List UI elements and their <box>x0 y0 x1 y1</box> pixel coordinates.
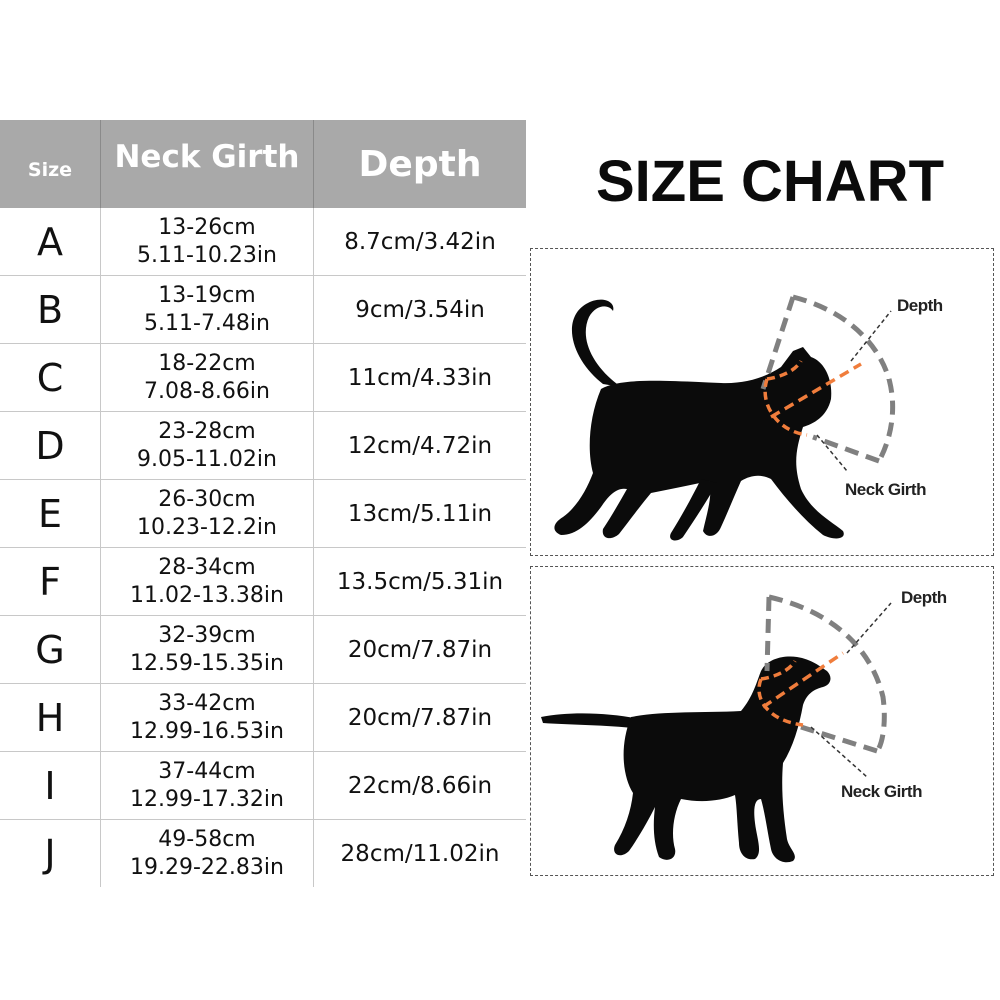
neck-cm: 33-42cm <box>158 690 256 716</box>
depth-cell: 8.7cm/3.42in <box>314 208 527 276</box>
depth-cell: 9cm/3.54in <box>314 276 527 344</box>
neck-girth-cell <box>101 548 314 616</box>
size-cell: J <box>0 820 101 888</box>
neck-in: 5.11-10.23in <box>137 242 277 268</box>
neck-in: 5.11-7.48in <box>144 310 270 336</box>
neck-girth-cell <box>101 752 314 820</box>
neck-cm: 13-19cm <box>158 282 256 308</box>
table-row <box>0 548 526 616</box>
dog-silhouette-icon <box>531 567 995 877</box>
depth-cell: 28cm/11.02in <box>340 840 500 867</box>
table-row <box>0 344 526 412</box>
size-cell: I <box>0 752 101 820</box>
neck-girth-cell <box>101 480 314 548</box>
cat-diagram-panel <box>530 248 994 556</box>
size-cell: H <box>0 684 101 752</box>
size-cell: B <box>0 276 101 344</box>
table-row <box>0 480 526 548</box>
neck-cm: 26-30cm <box>158 486 256 512</box>
neck-cm: 13-26cm <box>158 214 256 240</box>
size-cell: F <box>0 548 101 616</box>
table-row <box>0 820 526 888</box>
depth-cell: 13cm/5.11in <box>314 480 527 548</box>
size-cell: A <box>0 208 101 276</box>
neck-in: 7.08-8.66in <box>144 378 270 404</box>
table-row <box>0 752 526 820</box>
table-row <box>0 208 526 276</box>
size-cell: C <box>0 344 101 412</box>
table-header-row <box>0 120 526 208</box>
size-table <box>0 120 526 887</box>
depth-cell: 11cm/4.33in <box>314 344 527 412</box>
size-cell: D <box>0 412 101 480</box>
neck-girth-cell <box>101 412 314 480</box>
size-cell: G <box>0 616 101 684</box>
cat-depth-label: Depth <box>897 296 943 315</box>
neck-in: 10.23-12.2in <box>137 514 277 540</box>
neck-cm: 28-34cm <box>158 554 256 580</box>
neck-girth-cell <box>101 344 314 412</box>
neck-girth-cell <box>101 820 314 888</box>
depth-cell: 20cm/7.87in <box>314 684 527 752</box>
size-column-header: Size <box>0 120 101 208</box>
neck-in: 11.02-13.38in <box>130 582 284 608</box>
size-chart-title: SIZE CHART <box>596 149 944 214</box>
depth-column-header: Depth <box>314 120 527 208</box>
depth-cell: 20cm/7.87in <box>314 616 527 684</box>
neck-cm: 23-28cm <box>158 418 256 444</box>
table-row <box>0 616 526 684</box>
neck-cm: 18-22cm <box>158 350 256 376</box>
neck-girth-cell <box>101 208 314 276</box>
neck-in: 12.99-17.32in <box>130 786 284 812</box>
neck-girth-cell <box>101 684 314 752</box>
cat-silhouette-icon <box>531 249 995 557</box>
neck-cm: 49-58cm <box>158 826 256 852</box>
table-row <box>0 684 526 752</box>
neck-cm: 37-44cm <box>158 758 256 784</box>
neck-girth-cell <box>101 616 314 684</box>
table-row <box>0 412 526 480</box>
depth-cell: 22cm/8.66in <box>314 752 527 820</box>
neck-in: 9.05-11.02in <box>137 446 277 472</box>
neck-girth-cell <box>101 276 314 344</box>
depth-cell: 12cm/4.72in <box>314 412 527 480</box>
table-row <box>0 276 526 344</box>
neck-cm: 32-39cm <box>158 622 256 648</box>
cat-neck-girth-label: Neck Girth <box>845 480 926 499</box>
dog-depth-label: Depth <box>901 588 947 607</box>
dog-diagram-panel <box>530 566 994 876</box>
neck-in: 19.29-22.83in <box>130 854 284 880</box>
neck-in: 12.59-15.35in <box>130 650 284 676</box>
neck-in: 12.99-16.53in <box>130 718 284 744</box>
size-cell: E <box>0 480 101 548</box>
neck-girth-column-header: Neck Girth <box>101 120 314 208</box>
dog-neck-girth-label: Neck Girth <box>841 782 922 801</box>
depth-cell: 13.5cm/5.31in <box>314 548 527 616</box>
